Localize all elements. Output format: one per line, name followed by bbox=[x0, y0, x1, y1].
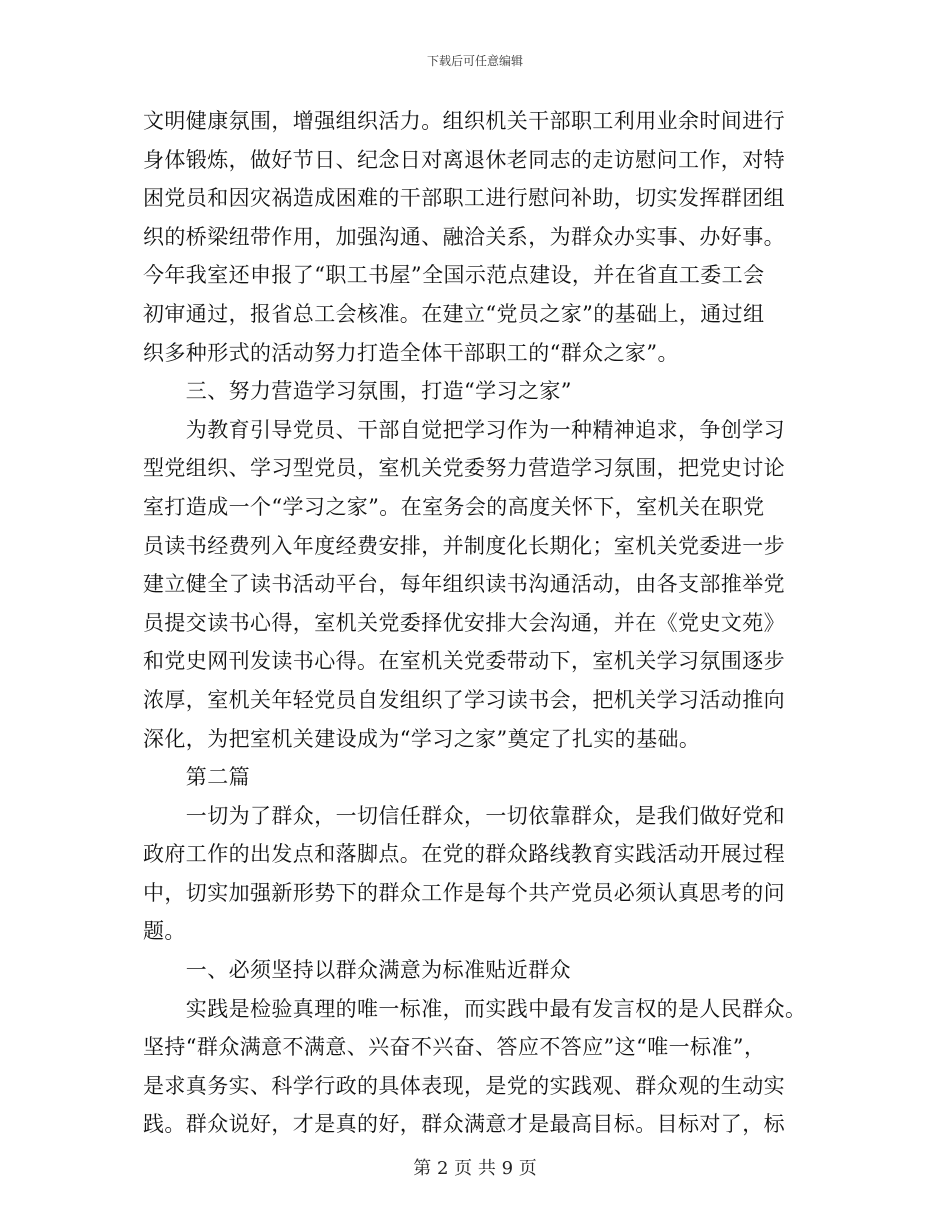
text-line: 践。群众说好，才是真的好，群众满意才是最高目标。目标对了，标 bbox=[143, 1112, 785, 1137]
text-line: 文明健康氛围，增强组织活力。组织机关干部职工利用业余时间进行 bbox=[143, 109, 785, 133]
text-line: 员读书经费列入年度经费安排，并制度化长期化；室机关党委进一步 bbox=[143, 533, 785, 558]
page-header: 下载后可任意编辑 bbox=[426, 54, 523, 68]
document-body bbox=[143, 102, 807, 1144]
text-line: 织的桥梁纽带作用，加强沟通、融洽关系，为群众办实事、办好事。 bbox=[143, 224, 785, 249]
text-line: 一切为了群众，一切信任群众，一切依靠群众，是我们做好党和 bbox=[143, 803, 785, 828]
text-line: 是求真务实、科学行政的具体表现，是党的实践观、群众观的生动实 bbox=[143, 1073, 785, 1098]
text-line: 中，切实加强新形势下的群众工作是每个共产党员必须认真思考的问 bbox=[143, 880, 785, 905]
text-line: 实践是检验真理的唯一标准，而实践中最有发言权的是人民群众。 bbox=[143, 996, 807, 1021]
text-line: 员提交读书心得，室机关党委择优安排大会沟通，并在《党史文苑》 bbox=[143, 610, 785, 635]
text-line: 为教育引导党员、干部自觉把学习作为一种精神追求，争创学习 bbox=[143, 417, 785, 442]
text-line: 初审通过，报省总工会核准。在建立“党员之家”的基础上，通过组 bbox=[143, 301, 765, 326]
section-heading: 第二篇 bbox=[143, 765, 250, 790]
text-line: 困党员和因灾祸造成困难的干部职工进行慰问补助，切实发挥群团组 bbox=[143, 186, 785, 211]
text-line: 织多种形式的活动努力打造全体干部职工的“群众之家”。 bbox=[143, 340, 679, 365]
text-line: 坚持“群众满意不满意、兴奋不兴奋、答应不答应”这“唯一标准”， bbox=[143, 1035, 766, 1060]
text-line: 型党组织、学习型党员，室机关党委努力营造学习氛围，把党史讨论 bbox=[143, 456, 785, 481]
text-block bbox=[143, 102, 807, 1144]
text-line: 室打造成一个“学习之家”。在室务会的高度关怀下，室机关在职党 bbox=[143, 494, 765, 519]
section-heading: 一、必须坚持以群众满意为标准贴近群众 bbox=[143, 958, 571, 983]
text-line: 身体锻炼，做好节日、纪念日对离退休老同志的走访慰问工作，对特 bbox=[143, 147, 785, 172]
section-heading: 三、努力营造学习氛围，打造“学习之家” bbox=[143, 379, 572, 404]
text-line: 建立健全了读书活动平台，每年组织读书沟通活动，由各支部推举党 bbox=[143, 572, 785, 597]
text-line: 题。 bbox=[143, 919, 186, 944]
text-line: 今年我室还申报了“职工书屋”全国示范点建设，并在省直工委工会 bbox=[143, 263, 765, 288]
text-line: 浓厚，室机关年轻党员自发组织了学习读书会，把机关学习活动推向 bbox=[143, 687, 785, 712]
page-footer: 第 2 页 共 9 页 bbox=[413, 1158, 537, 1179]
text-line: 政府工作的出发点和落脚点。在党的群众路线教育实践活动开展过程 bbox=[143, 842, 785, 867]
text-line: 和党史网刊发读书心得。在室机关党委带动下，室机关学习氛围逐步 bbox=[143, 649, 785, 674]
text-line: 深化，为把室机关建设成为“学习之家”奠定了扎实的基础。 bbox=[143, 726, 701, 751]
